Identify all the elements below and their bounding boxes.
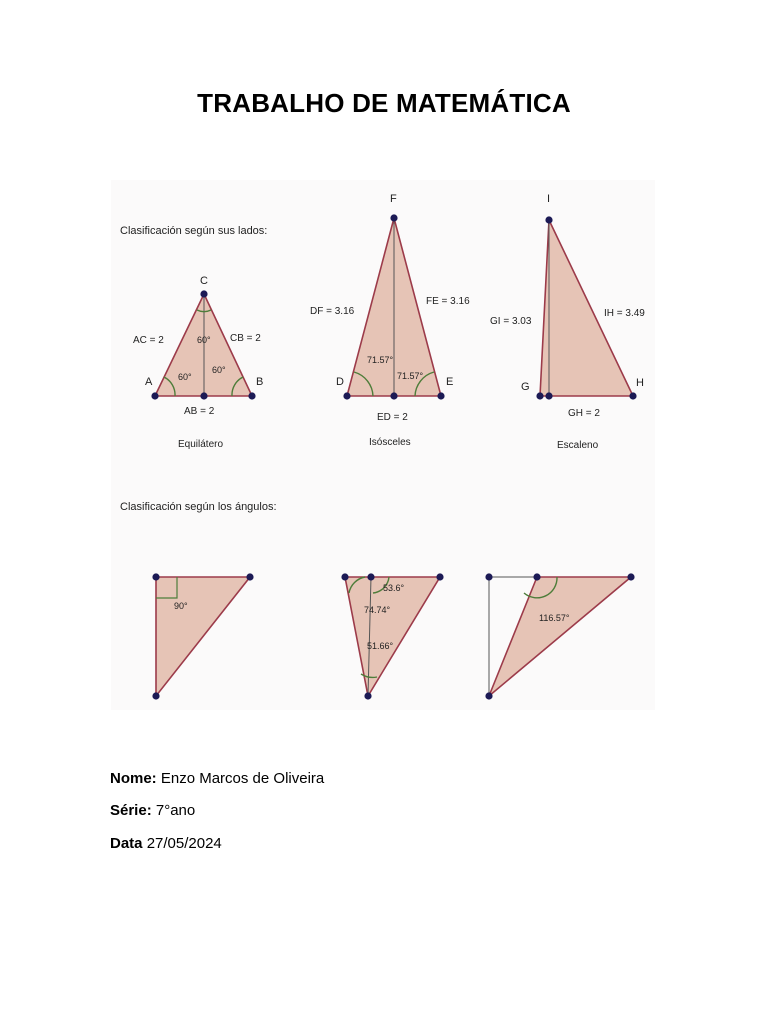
side-label: FE = 3.16 [426, 296, 470, 307]
vertex-point [533, 573, 540, 580]
student-name-line [110, 770, 324, 787]
heading-angles: Clasificación según los ángulos: [120, 501, 277, 513]
angle-label: 60° [212, 365, 226, 375]
vertex-point [627, 573, 634, 580]
angle-label: 71.57° [367, 355, 394, 365]
side-label: GH = 2 [568, 408, 600, 419]
name-value: Enzo Marcos de Oliveira [160, 770, 325, 787]
vertex-point [200, 392, 207, 399]
vertex-label: H [636, 377, 644, 389]
triangle-illustration [111, 180, 655, 710]
angle-label: 116.57° [539, 613, 570, 623]
vertex-point [248, 392, 255, 399]
grade-value: 7°ano [155, 802, 196, 819]
vertex-point [485, 573, 492, 580]
angle-label: 71.57° [397, 371, 424, 381]
angle-label: 51.66° [367, 641, 394, 651]
vertex-point [437, 392, 444, 399]
vertex-label: E [446, 376, 454, 388]
angle-label: 60° [197, 335, 211, 345]
side-label: GI = 3.03 [490, 316, 532, 327]
vertex-label: G [521, 381, 530, 393]
grade-line [110, 802, 195, 819]
caption: Escaleno [557, 440, 599, 451]
vertex-point [343, 392, 350, 399]
vertex-point [152, 692, 159, 699]
grade-label: Série: [110, 802, 152, 819]
vertex-label: I [547, 193, 551, 205]
vertex-label: A [145, 376, 153, 388]
vertex-point [200, 290, 207, 297]
heading-sides: Clasificación según sus lados: [120, 225, 268, 237]
vertex-point [536, 392, 543, 399]
name-label: Nome: [110, 770, 157, 787]
vertex-point [545, 216, 552, 223]
vertex-point [545, 392, 552, 399]
side-label: DF = 3.16 [310, 306, 355, 317]
angle-label: 53.6° [383, 583, 405, 593]
vertex-point [436, 573, 443, 580]
side-label: AB = 2 [184, 406, 215, 417]
vertex-point [390, 214, 397, 221]
caption: Equilátero [178, 439, 224, 450]
side-label: AC = 2 [133, 335, 164, 346]
vertex-label: C [200, 275, 208, 287]
angle-label: 60° [178, 372, 192, 382]
date-value: 27/05/2024 [146, 835, 222, 852]
side-label: IH = 3.49 [604, 308, 645, 319]
vertex-point [390, 392, 397, 399]
vertex-label: B [256, 376, 264, 388]
side-label: ED = 2 [377, 412, 408, 423]
date-line [110, 835, 222, 852]
triangle-classification-figure [111, 180, 655, 710]
vertex-point [246, 573, 253, 580]
vertex-point [152, 573, 159, 580]
vertex-point [485, 692, 492, 699]
angle-label: 90° [174, 601, 188, 611]
vertex-point [151, 392, 158, 399]
vertex-label: D [336, 376, 344, 388]
page-title: TRABALHO DE MATEMÁTICA [197, 88, 571, 118]
angle-label: 74.74° [364, 605, 391, 615]
side-label: CB = 2 [230, 333, 261, 344]
date-label: Data [110, 835, 143, 852]
vertex-label: F [390, 193, 397, 205]
vertex-point [341, 573, 348, 580]
vertex-point [629, 392, 636, 399]
vertex-point [367, 573, 374, 580]
caption: Isósceles [369, 437, 411, 448]
vertex-point [364, 692, 371, 699]
